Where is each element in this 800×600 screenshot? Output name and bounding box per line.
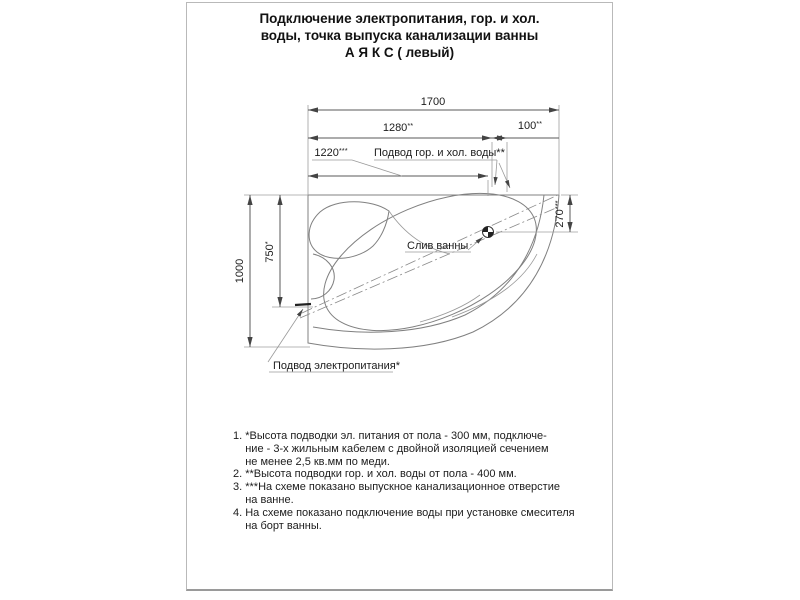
bath-outer-contour [308, 195, 559, 349]
dim-text-750: 750* [263, 241, 276, 263]
leader-1220 [312, 160, 402, 176]
note-line: 1. *Высота подводки эл. питания от пола - 300 мм, подключе- [233, 430, 547, 442]
note-line: ние - 3-х жильным кабелем с двойной изоляцией сечением [233, 442, 549, 455]
title-line-3: А Я К С ( левый) [344, 45, 455, 60]
notes-block [233, 430, 603, 532]
bath-seat-line [452, 254, 537, 317]
drain-label: Слив ванны [407, 240, 469, 252]
water-leader-1 [495, 160, 497, 185]
note-line: на борт ванны. [233, 519, 322, 532]
note-line: 4. На схеме показано подключение воды при установке смесителя [233, 506, 575, 519]
drain-symbol-fill-tl [483, 227, 489, 233]
drain-symbol-fill-br [488, 232, 494, 238]
note-line: 3. ***На схеме показано выпускное канализационное отверстие [233, 481, 560, 494]
electric-supply-label: Подвод электропитания* [273, 360, 400, 372]
electric-point-mark [295, 304, 311, 305]
electric-leader [268, 309, 303, 362]
water-leader-2 [499, 163, 510, 188]
bath-headrest [309, 202, 389, 259]
basin-axis-centerline [300, 208, 556, 318]
dim-text-1000: 1000 [234, 258, 246, 284]
note-line: на ванне. [233, 493, 294, 506]
bath-inner-rim [313, 195, 544, 332]
title-line-1: Подключение электропитания, гор. и хол. [259, 11, 540, 26]
note-line: 2. **Высота подводки гор. и хол. воды от пола - 400 мм. [233, 468, 517, 481]
dim-text-270: 270*** [553, 200, 566, 228]
bath-seat-line-2 [420, 295, 480, 322]
bath-left-lobe [311, 254, 334, 299]
water-supply-label: Подвод гор. и хол. воды** [374, 147, 505, 159]
dim-text-1220: 1220*** [314, 146, 348, 159]
note-line: не менее 2,5 кв.мм по меди. [233, 455, 390, 468]
dim-text-100: 100** [517, 119, 543, 132]
title-line-2: воды, точка выпуска канализации ванны [260, 28, 539, 43]
drain-leader [468, 237, 483, 250]
dim-text-1280: 1280** [382, 121, 414, 134]
dim-text-1700: 1700 [420, 96, 446, 108]
